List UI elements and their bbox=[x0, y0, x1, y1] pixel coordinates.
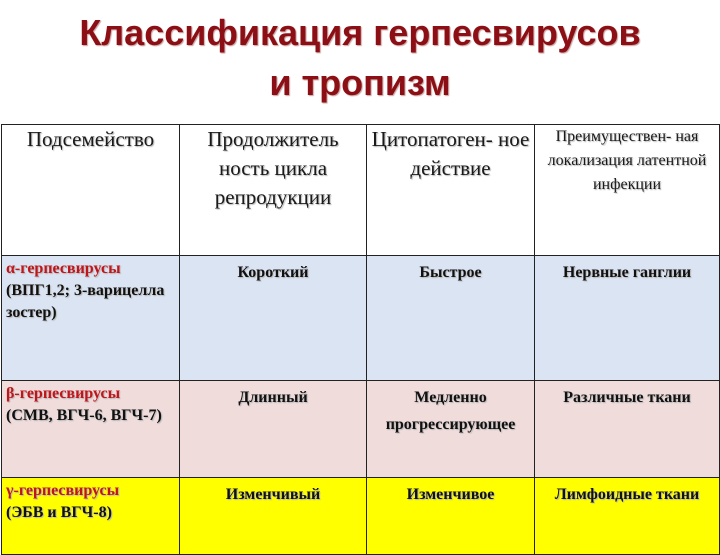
title-line-1: Классификация герпесвирусов bbox=[79, 12, 641, 53]
subfamily-members: (ЭБВ и ВГЧ-8) bbox=[6, 504, 112, 521]
table-row bbox=[2, 478, 720, 555]
subfamily-cell bbox=[2, 381, 180, 478]
subfamily-name: α-герпесвирусы bbox=[6, 260, 121, 277]
page-title bbox=[0, 8, 720, 108]
cpe-cell: Медленно прогрессирующее bbox=[367, 381, 535, 478]
table-row bbox=[2, 256, 720, 381]
latency-cell: Нервные ганглии bbox=[535, 256, 720, 381]
cycle-cell: Изменчивый bbox=[180, 478, 367, 555]
latency-cell: Различные ткани bbox=[535, 381, 720, 478]
table-row bbox=[2, 381, 720, 478]
classification-table bbox=[1, 124, 720, 555]
subfamily-members: (CMB, ВГЧ-6, ВГЧ-7) bbox=[6, 407, 162, 424]
subfamily-cell bbox=[2, 256, 180, 381]
cycle-cell: Длинный bbox=[180, 381, 367, 478]
title-line-2: и тропизм bbox=[269, 62, 451, 103]
header-subfamily: Подсемейство bbox=[2, 125, 180, 256]
subfamily-members: (ВПГ1,2; 3-варицелла зостер) bbox=[6, 282, 165, 321]
cpe-cell: Быстрое bbox=[367, 256, 535, 381]
cpe-cell: Изменчивое bbox=[367, 478, 535, 555]
subfamily-name: γ-герпесвирусы bbox=[6, 482, 120, 499]
header-cytopathic-effect: Цитопатоген- ное действие bbox=[367, 125, 535, 256]
header-cycle-duration: Продолжитель ность цикла репродукции bbox=[180, 125, 367, 256]
latency-cell: Лимфоидные ткани bbox=[535, 478, 720, 555]
cycle-cell: Короткий bbox=[180, 256, 367, 381]
table-header-row bbox=[2, 125, 720, 256]
subfamily-cell bbox=[2, 478, 180, 555]
subfamily-name: β-герпесвирусы bbox=[6, 385, 121, 402]
header-latency-site: Преимуществен- ная локализация латентной инфекции bbox=[535, 125, 720, 256]
